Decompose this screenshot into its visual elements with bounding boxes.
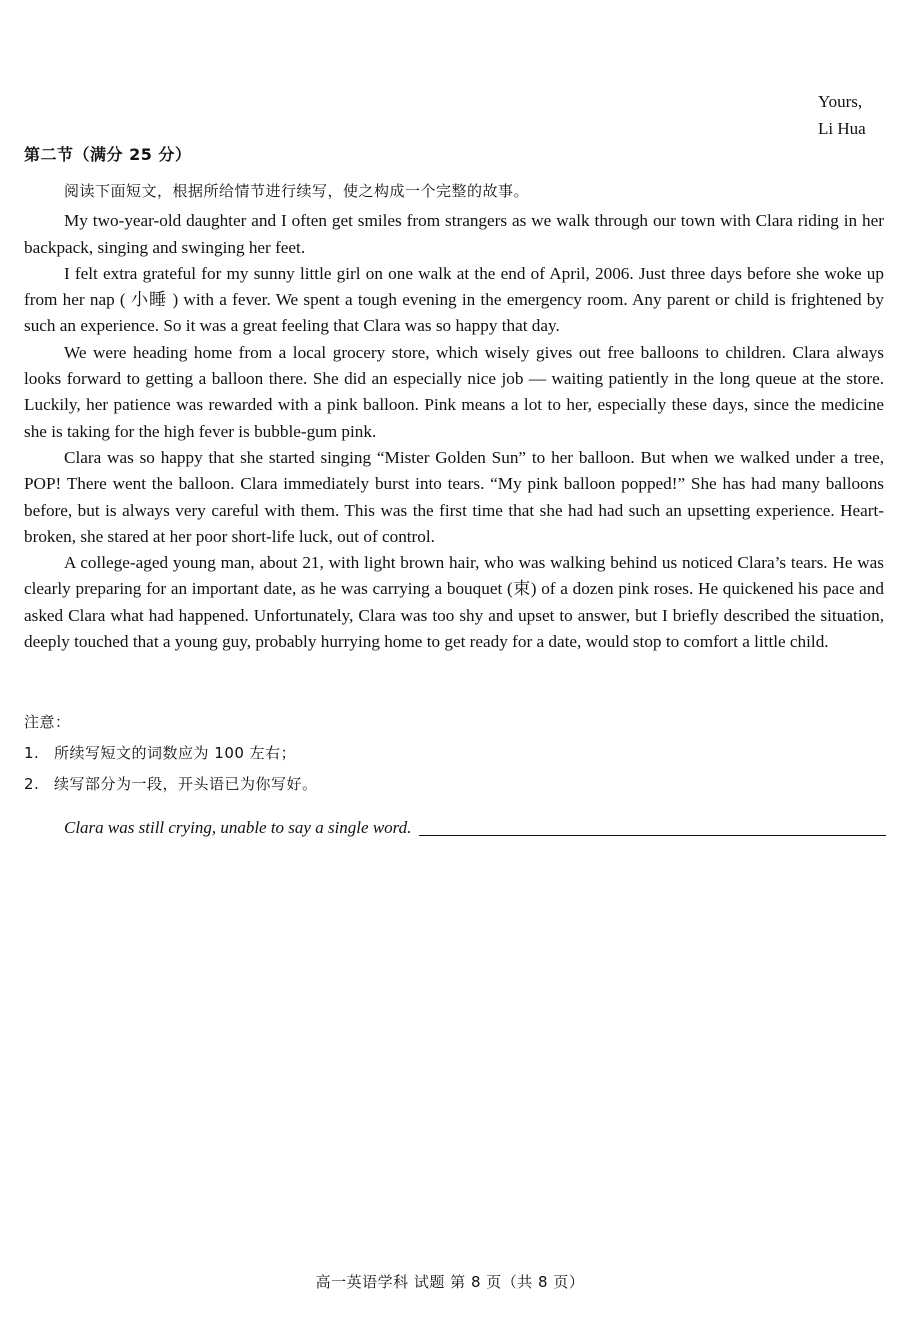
passage-paragraph-2: I felt extra grateful for my sunny little girl on one walk at the end of April, 2006. Just three days before she woke up from her nap ( 小睡 ) with a fever. We spent a tough evening in the emergency room. Any parent or child is frightened by such an experience. So it was a great feeling that Clara was so happy that day.: [24, 263, 884, 336]
passage-paragraph-4: Clara was so happy that she started singing “Mister Golden Sun” to her balloon. But when we walked under a tree, POP! There went the balloon. Clara immediately burst into tears. “My pink balloon popped!” She has had many balloons before, but is always very careful with them. This was the first time that she had had such an upsetting experience. Heart-broken, she stared at her poor short-life luck, out of control.: [24, 447, 884, 546]
note-item-2: [24, 773, 318, 795]
passage-paragraph-5: A college-aged young man, about 21, with light brown hair, who was walking behind us noticed Clara’s tears. He was clearly preparing for an important date, as he was carrying a bouquet (束) of a dozen pink roses. He quickened his pace and asked Clara what had happened. Unfortunately, Clara was too shy and upset to answer, but I briefly described the situation, deeply touched that a young guy, probably hurrying home to get ready for a date, would stop to comfort a little child.: [24, 553, 884, 652]
notes-section: [24, 711, 318, 795]
answer-blank-line[interactable]: [419, 813, 886, 836]
letter-closing: [818, 88, 866, 142]
task-instruction: 阅读下面短文，根据所给情节进行续写，使之构成一个完整的故事。: [64, 182, 530, 200]
note-number: 2.: [24, 775, 40, 793]
continuation-starter: [64, 813, 886, 838]
reading-passage: [24, 178, 884, 655]
note-number: 1.: [24, 744, 40, 762]
note-text: 所续写短文的词数应为 100 左右；: [54, 744, 297, 762]
starter-sentence: Clara was still crying, unable to say a single word.: [64, 818, 412, 837]
notes-label: 注意：: [24, 713, 71, 731]
note-item-1: [24, 742, 318, 764]
passage-paragraph-1: My two-year-old daughter and I often get smiles from strangers as we walk through our town with Clara riding in her backpack, singing and swinging her feet.: [24, 211, 884, 257]
closing-salutation: Yours,: [818, 92, 863, 111]
page-footer: 高一英语学科 试题 第 8 页（共 8 页）: [315, 1273, 585, 1291]
note-text: 续写部分为一段，开头语已为你写好。: [54, 775, 318, 793]
closing-name: Li Hua: [818, 119, 866, 138]
passage-paragraph-3: We were heading home from a local grocery store, which wisely gives out free balloons to children. Clara always looks forward to getting a balloon there. She did an especially nice job — waiting patiently in the long queue at the store. Luckily, her patience was rewarded with a pink balloon. Pink means a lot to her, especially these days, since the medicine she is taking for the high fever is bubble-gum pink.: [24, 342, 884, 441]
section-title: 第二节（满分 25 分）: [24, 145, 192, 164]
